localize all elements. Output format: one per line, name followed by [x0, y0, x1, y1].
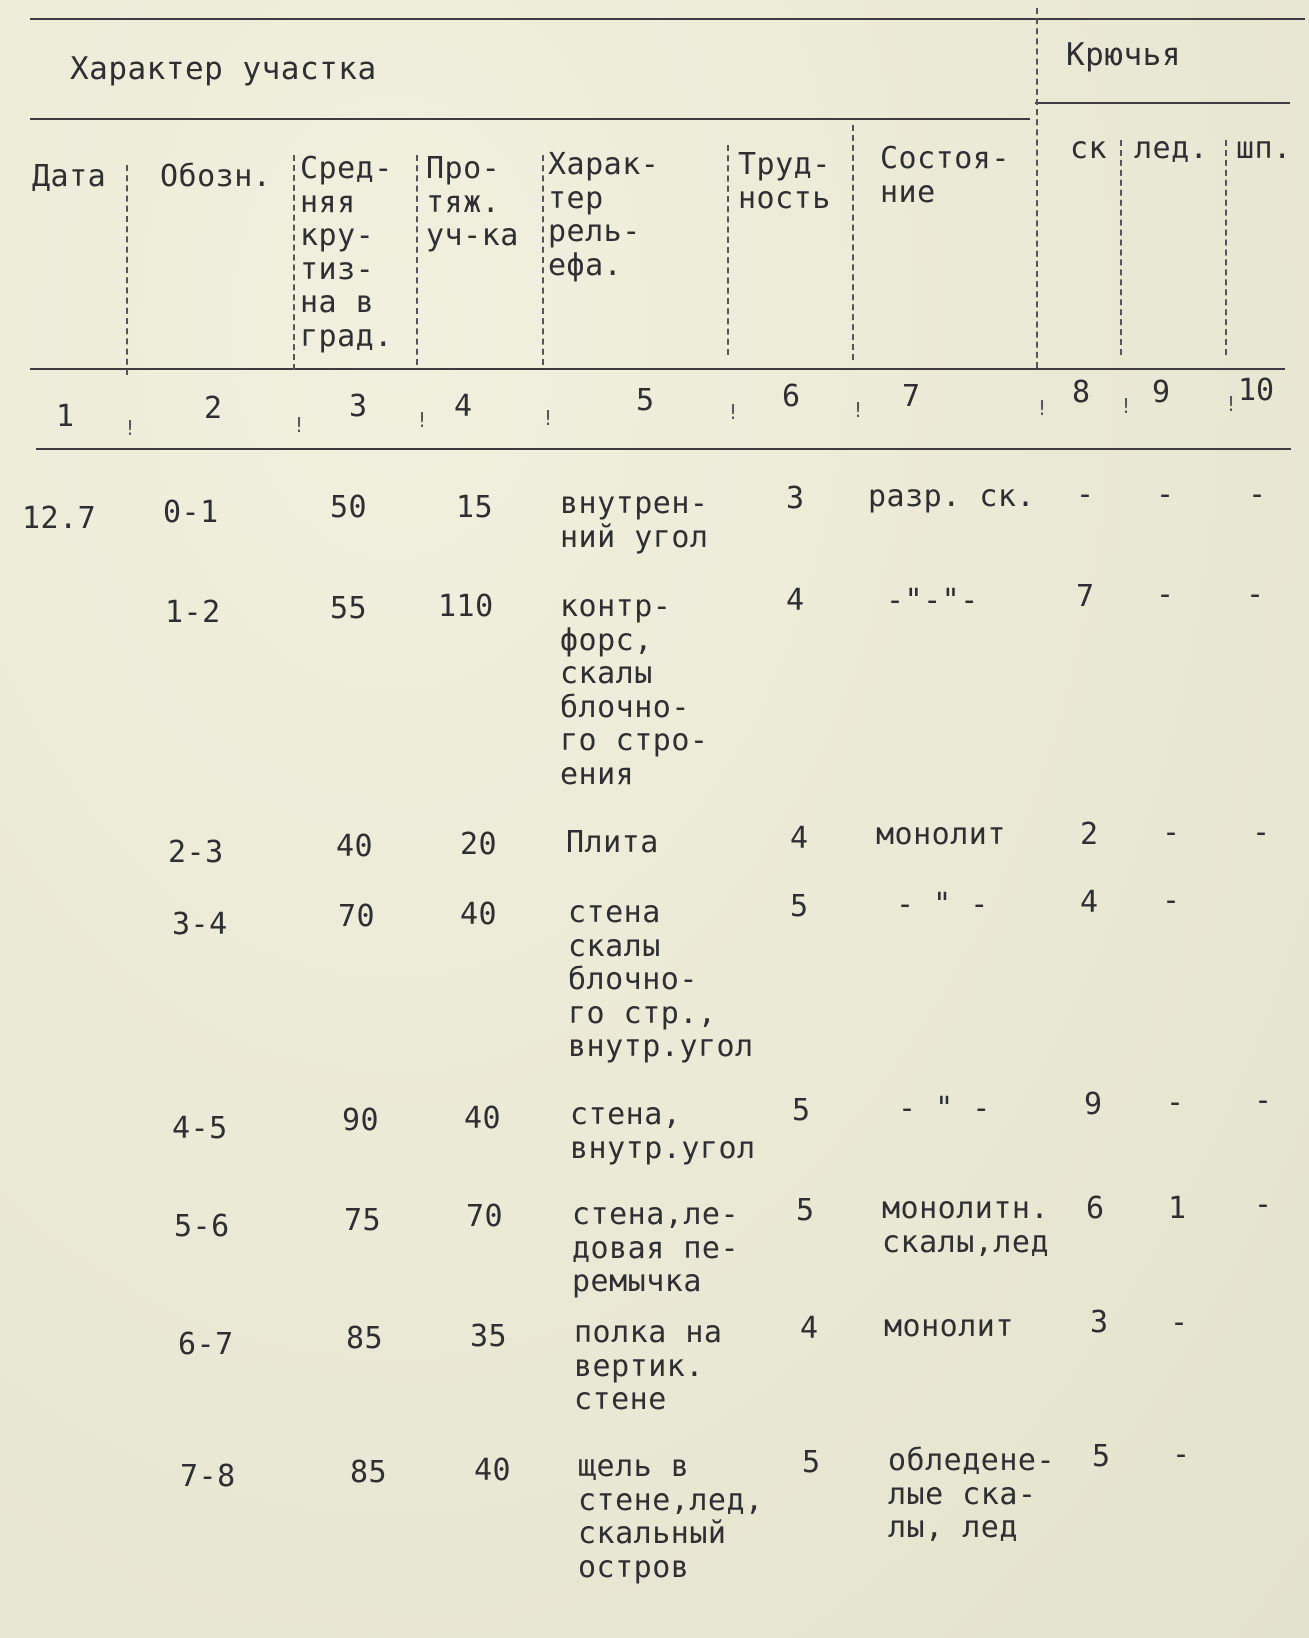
cell-hooks-bolt: - [1246, 577, 1265, 612]
col-number: 8 [1072, 375, 1091, 410]
col-header-date: Дата [32, 159, 107, 194]
col-number: 10 [1238, 373, 1275, 408]
cell-hooks-bolt: - [1254, 1187, 1273, 1222]
cell-hooks-ice: - [1156, 477, 1175, 512]
cell-hooks-rock: - [1076, 477, 1095, 512]
col-separator [1225, 140, 1227, 355]
col-number: 1 [56, 399, 75, 434]
cell-relief: полка на вертик. стене [574, 1315, 723, 1417]
cell-relief: внутрен- ний угол [560, 486, 709, 555]
cell-condition: обледене- лые ска- лы, лед [888, 1443, 1056, 1545]
cell-condition: монолитн. скалы,лед [882, 1191, 1050, 1260]
cell-steepness: 85 [350, 1455, 388, 1490]
section-title: Характер участка [70, 51, 377, 87]
col-separator [852, 125, 854, 360]
cell-length: 70 [466, 1199, 504, 1234]
col-separator [1036, 8, 1038, 368]
cell-segment: 0-1 [163, 495, 219, 530]
number-separator: ! [293, 413, 306, 437]
col-header-steepness: Сред- няя кру- тиз- на в град. [300, 151, 393, 354]
cell-hooks-rock: 2 [1080, 817, 1099, 852]
col-number: 2 [204, 391, 223, 426]
cell-length: 20 [460, 827, 498, 862]
cell-difficulty: 5 [796, 1193, 815, 1228]
cell-difficulty: 4 [786, 583, 805, 618]
col-separator [542, 155, 544, 365]
cell-steepness: 55 [330, 591, 368, 626]
col-header-difficulty: Труд- ность [738, 147, 831, 216]
cell-hooks-bolt: - [1248, 477, 1267, 512]
col-number: 5 [636, 383, 655, 418]
cell-steepness: 50 [330, 490, 368, 525]
col-number: 7 [902, 379, 921, 414]
col-separator [1120, 140, 1122, 355]
cell-segment: 7-8 [180, 1459, 236, 1494]
cell-relief: контр- форс, скалы блочно- го стро- ения [560, 589, 709, 792]
cell-relief: щель в стене,лед, скальный остров [578, 1449, 764, 1585]
col-separator [727, 145, 729, 355]
number-separator: ! [542, 406, 555, 430]
cell-condition: разр. ск. [868, 479, 1036, 514]
cell-segment: 3-4 [172, 907, 228, 942]
cell-condition: монолит [876, 817, 1006, 852]
cell-condition: - " - [898, 1091, 991, 1126]
cell-length: 110 [438, 589, 494, 624]
cell-relief: стена,ле- довая пе- ремычка [572, 1197, 740, 1299]
cell-difficulty: 5 [802, 1445, 821, 1480]
col-number: 3 [349, 389, 368, 424]
cell-difficulty: 4 [800, 1311, 819, 1346]
header-rule-3 [36, 448, 1291, 450]
cell-hooks-bolt: - [1254, 1083, 1273, 1118]
cell-condition: монолит [884, 1309, 1014, 1344]
top-rule [30, 18, 1305, 20]
cell-steepness: 70 [338, 899, 376, 934]
cell-hooks-ice: - [1162, 815, 1181, 850]
number-separator: ! [727, 400, 740, 424]
cell-length: 40 [474, 1453, 512, 1488]
number-separator: ! [416, 408, 429, 432]
cell-condition: - " - [896, 887, 989, 922]
col-header-designation: Обозн. [160, 159, 272, 194]
cell-difficulty: 5 [790, 889, 809, 924]
cell-segment: 4-5 [172, 1111, 228, 1146]
cell-date: 12.7 [22, 501, 97, 536]
cell-condition: -"-"- [886, 583, 979, 618]
number-separator: ! [852, 398, 865, 422]
col-header-length: Про- тяж. уч-ка [426, 151, 519, 253]
hooks-rule [1035, 102, 1290, 104]
cell-segment: 5-6 [174, 1209, 230, 1244]
hooks-title: Крючья [1066, 37, 1181, 73]
cell-hooks-rock: 6 [1086, 1191, 1105, 1226]
cell-hooks-rock: 5 [1092, 1439, 1111, 1474]
cell-length: 15 [456, 490, 494, 525]
cell-length: 40 [460, 897, 498, 932]
cell-hooks-ice: - [1172, 1437, 1191, 1472]
col-separator [126, 165, 128, 375]
col-header-ice: лед. [1134, 131, 1209, 166]
cell-hooks-bolt: - [1252, 815, 1271, 850]
cell-difficulty: 5 [792, 1093, 811, 1128]
cell-hooks-rock: 4 [1080, 885, 1099, 920]
number-separator: ! [1120, 394, 1133, 418]
col-number: 9 [1152, 375, 1171, 410]
cell-segment: 2-3 [168, 835, 224, 870]
cell-relief: Плита [566, 825, 659, 860]
cell-segment: 1-2 [165, 595, 221, 630]
cell-hooks-ice: - [1166, 1085, 1185, 1120]
cell-hooks-ice: - [1156, 577, 1175, 612]
col-header-bolt: шп. [1236, 131, 1292, 166]
col-separator [416, 155, 418, 365]
header-rule-1 [30, 118, 1030, 120]
cell-hooks-ice: 1 [1168, 1191, 1187, 1226]
number-separator: ! [124, 416, 137, 440]
col-header-relief: Харак- тер рель- ефа. [548, 147, 660, 283]
cell-steepness: 85 [346, 1321, 384, 1356]
col-header-rock: ск [1070, 131, 1108, 166]
cell-hooks-rock: 7 [1076, 579, 1095, 614]
cell-hooks-rock: 9 [1084, 1087, 1103, 1122]
cell-difficulty: 4 [790, 821, 809, 856]
number-separator: ! [1036, 396, 1049, 420]
cell-hooks-rock: 3 [1090, 1305, 1109, 1340]
cell-hooks-ice: - [1170, 1305, 1189, 1340]
number-separator: ! [1225, 392, 1238, 416]
col-separator [293, 155, 295, 370]
cell-steepness: 90 [342, 1103, 380, 1138]
cell-steepness: 40 [336, 829, 374, 864]
cell-length: 40 [464, 1101, 502, 1136]
cell-relief: стена, внутр.угол [570, 1097, 756, 1166]
cell-difficulty: 3 [786, 481, 805, 516]
col-header-condition: Состоя- ние [880, 141, 1010, 210]
col-number: 6 [782, 379, 801, 414]
cell-segment: 6-7 [178, 1327, 234, 1362]
col-number: 4 [454, 389, 473, 424]
cell-hooks-ice: - [1162, 883, 1181, 918]
cell-steepness: 75 [344, 1203, 382, 1238]
cell-length: 35 [470, 1319, 508, 1354]
header-rule-2 [30, 368, 1285, 370]
cell-relief: стена скалы блочно- го стр., внутр.угол [568, 895, 754, 1064]
